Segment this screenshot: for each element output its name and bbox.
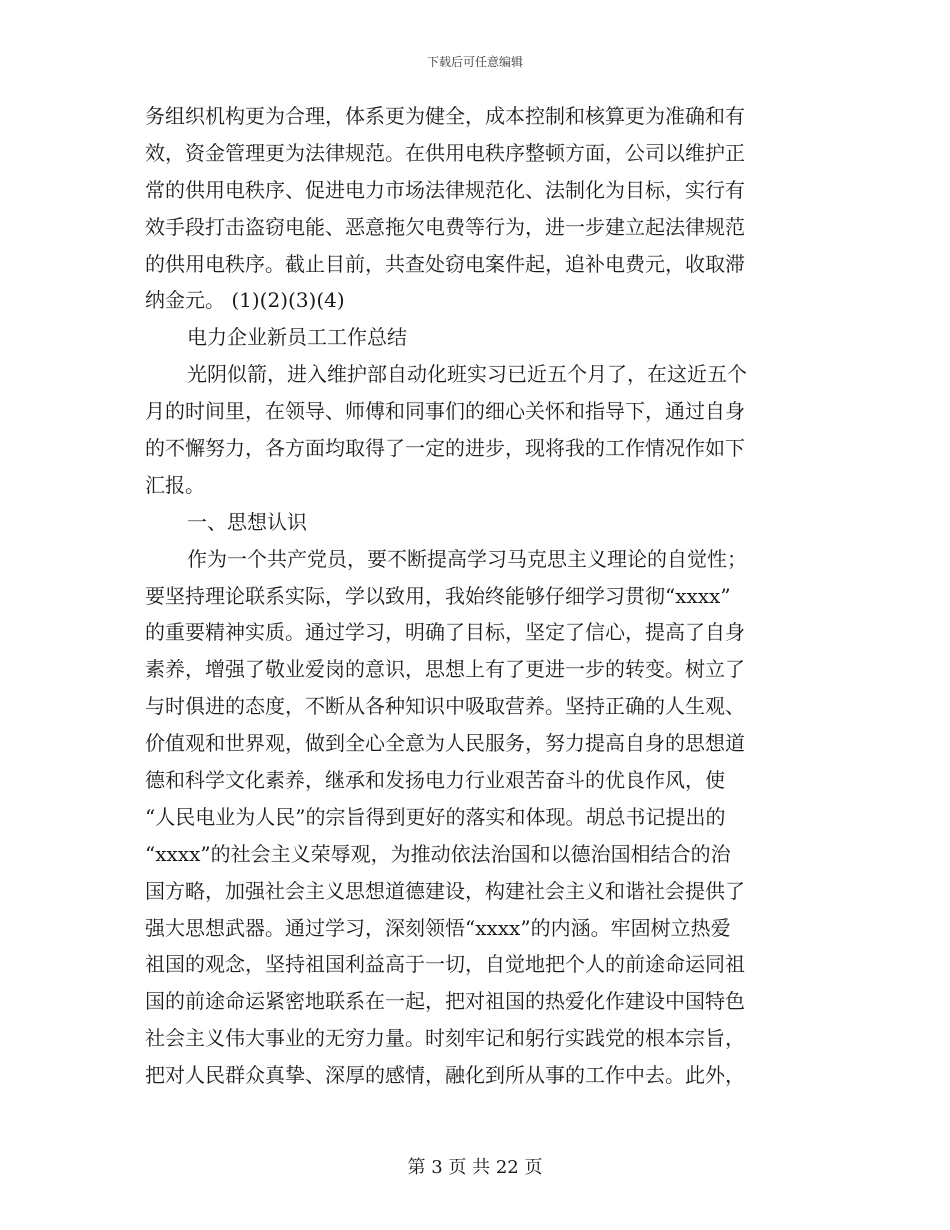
page-header: 下载后可任意编辑: [426, 55, 523, 69]
text-line: 汇报。: [145, 472, 205, 497]
text-line: “xxxx”的社会主义荣辱观，为推动依法治国和以德治国相结合的治: [145, 841, 731, 866]
text-line: 光阴似箭，进入维护部自动化班实习已近五个月了，在这近五个: [187, 362, 747, 387]
section-title: 电力企业新员工工作总结: [187, 325, 407, 350]
text-line: 纳金元。 (1)(2)(3)(4): [145, 288, 345, 313]
section-heading: 一、思想认识: [187, 509, 307, 534]
text-line: 效，资金管理更为法律规范。在供用电秩序整顿方面，公司以维护正: [145, 140, 745, 165]
text-line: 与时俱进的态度，不断从各种知识中吸取营养。坚持正确的人生观、: [145, 694, 745, 719]
text-line: 效手段打击盗窃电能、恶意拖欠电费等行为，进一步建立起法律规范: [145, 214, 745, 239]
text-line: 强大思想武器。通过学习，深刻领悟“xxxx”的内涵。牢固树立热爱: [145, 915, 731, 940]
text-line: “人民电业为人民”的宗旨得到更好的落实和体现。胡总书记提出的: [145, 804, 726, 829]
text-line: 德和科学文化素养，继承和发扬电力行业艰苦奋斗的优良作风，使: [145, 768, 725, 793]
document-body: [145, 98, 810, 1094]
text-line: 作为一个共产党员，要不断提高学习马克思主义理论的自觉性；: [187, 546, 747, 571]
text-line: 务组织机构更为合理，体系更为健全，成本控制和核算更为准确和有: [145, 104, 745, 128]
text-line: 月的时间里，在领导、师傅和同事们的细心关怀和指导下，通过自身: [145, 399, 745, 424]
text-line: 素养，增强了敬业爱岗的意识，思想上有了更进一步的转变。树立了: [145, 657, 745, 682]
text-line: 要坚持理论联系实际，学以致用，我始终能够仔细学习贯彻“xxxx”: [145, 583, 731, 608]
text-line: 的不懈努力，各方面均取得了一定的进步，现将我的工作情况作如下: [145, 436, 745, 461]
text-line: 的供用电秩序。截止目前，共查处窃电案件起，追补电费元，收取滞: [145, 251, 745, 276]
text-line: 常的供用电秩序、促进电力市场法律规范化、法制化为目标，实行有: [145, 177, 745, 202]
text-line: 国方略，加强社会主义思想道德建设，构建社会主义和谐社会提供了: [145, 878, 745, 903]
text-line: 的重要精神实质。通过学习，明确了目标，坚定了信心，提高了自身: [145, 620, 745, 645]
page-number-footer: 第 3 页 共 22 页: [407, 1157, 543, 1178]
text-line: 价值观和世界观，做到全心全意为人民服务，努力提高自身的思想道: [145, 731, 745, 756]
text-line: 国的前途命运紧密地联系在一起，把对祖国的热爱化作建设中国特色: [145, 989, 745, 1014]
text-line: 把对人民群众真挚、深厚的感情，融化到所从事的工作中去。此外，: [145, 1063, 745, 1088]
text-line: 祖国的观念，坚持祖国利益高于一切，自觉地把个人的前途命运同祖: [145, 952, 745, 977]
text-line: 社会主义伟大事业的无穷力量。时刻牢记和躬行实践党的根本宗旨，: [145, 1026, 745, 1051]
